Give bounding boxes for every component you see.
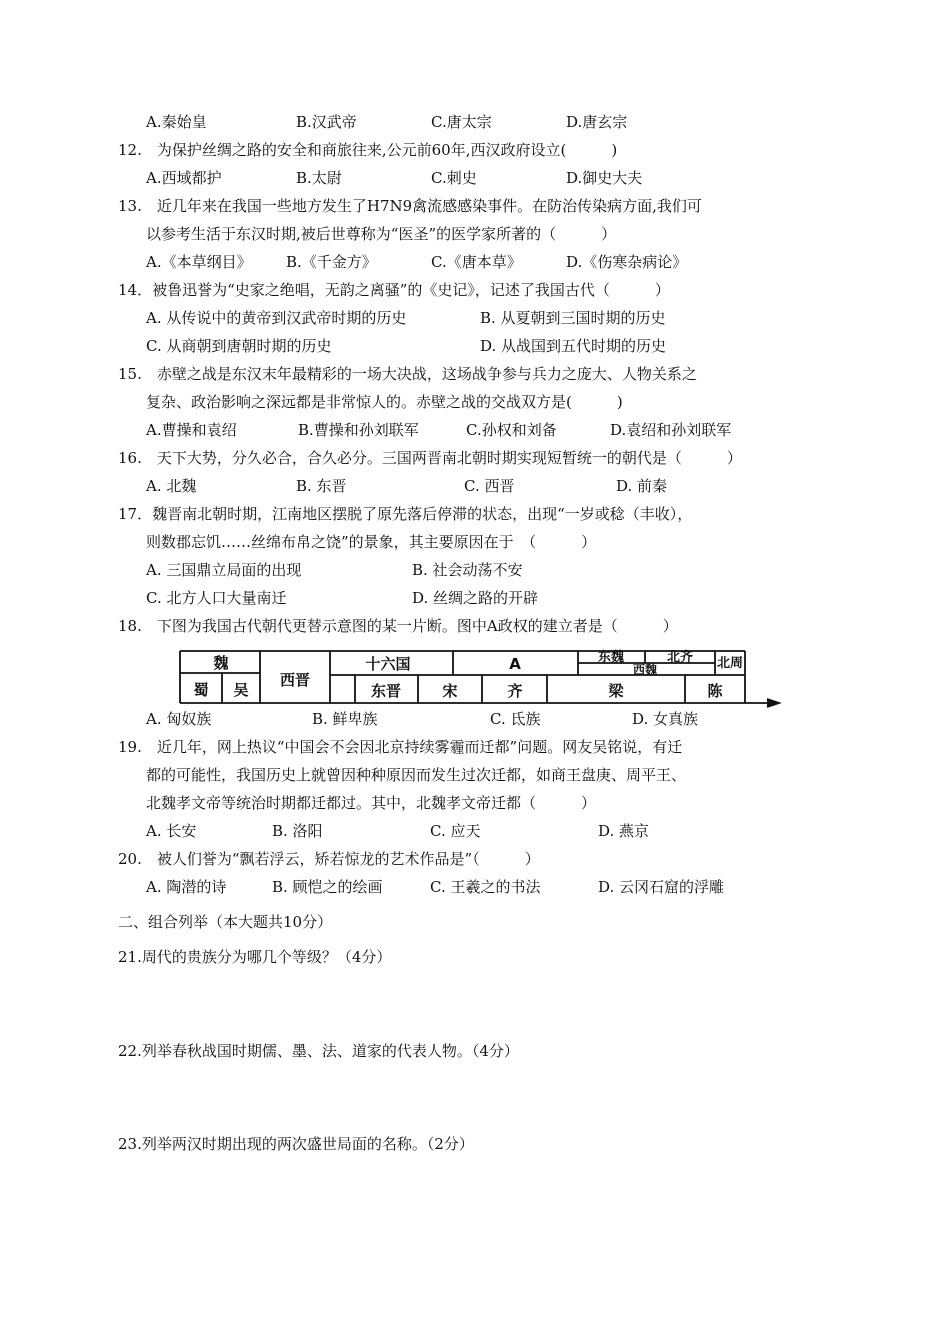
q20-options (146, 873, 786, 901)
q13-options (146, 248, 786, 276)
timeline-dongwei: 东魏 (597, 650, 625, 665)
q11-option-c[interactable]: C.唐太宗 (431, 113, 492, 131)
q13-stem (118, 192, 798, 248)
q11-option-a[interactable]: A.秦始皇 (146, 113, 207, 131)
q19-option-c[interactable]: C. 应天 (430, 822, 481, 840)
q16-options (146, 472, 786, 500)
q18-option-b[interactable]: B. 鲜卑族 (312, 710, 378, 728)
q13-option-c[interactable]: C.《唐本草》 (431, 253, 522, 271)
q15-line-1: 15. 赤壁之战是东汉末年最精彩的一场大决战，这场战争参与兵力之庞大、人物关系之 (118, 365, 697, 383)
q14-options-row1 (146, 304, 786, 332)
q23-prompt: 23.列举两汉时期出现的两次盛世局面的名称。（2分） (118, 1135, 474, 1153)
q15-option-c[interactable]: C.孙权和刘备 (466, 421, 557, 439)
q11-option-d[interactable]: D.唐玄宗 (566, 113, 628, 131)
q22-prompt: 22.列举春秋战国时期儒、墨、法、道家的代表人物。（4分） (118, 1042, 519, 1060)
q15-option-b[interactable]: B.曹操和孙刘联军 (298, 421, 419, 439)
q16-option-b[interactable]: B. 东晋 (296, 477, 347, 495)
q13-option-a[interactable]: A.《本草纲目》 (146, 253, 252, 271)
q14-stem: 14．被鲁迅誉为“史家之绝唱，无韵之离骚”的《史记》，记述了我国古代（ ） (118, 281, 670, 299)
timeline-xiwei: 西魏 (632, 663, 658, 677)
q16-option-d[interactable]: D. 前秦 (616, 477, 668, 495)
q17-line-1: 17．魏晋南北朝时期，江南地区摆脱了原先落后停滞的状态，出现“一岁或稔（丰收）， (118, 505, 693, 523)
q12-option-a[interactable]: A.西域都护 (146, 169, 222, 187)
q12-options (146, 164, 786, 192)
q17-option-d[interactable]: D. 丝绸之路的开辟 (412, 589, 539, 607)
q14-options-row2 (146, 332, 786, 360)
q12-option-b[interactable]: B.太尉 (296, 169, 342, 187)
q13-line-2: 以参考生活于东汉时期,被后世尊称为“医圣”的医学家所著的（ ） (146, 225, 617, 243)
q18-options (146, 705, 786, 733)
timeline-beiqi: 北齐 (666, 650, 694, 665)
timeline-shiliuguo: 十六国 (365, 655, 411, 673)
q16-option-a[interactable]: A. 北魏 (146, 477, 197, 495)
q15-options (146, 416, 786, 444)
section-2-title: 二、组合列举（本大题共10分） (118, 913, 333, 931)
timeline-wei: 魏 (213, 654, 229, 672)
q17-stem (118, 500, 798, 556)
q21-prompt: 21.周代的贵族分为哪几个等级？（4分） (118, 948, 392, 966)
timeline-dongjin: 东晋 (370, 682, 402, 700)
q18-option-c[interactable]: C. 氐族 (490, 710, 541, 728)
q14-option-c[interactable]: C. 从商朝到唐朝时期的历史 (146, 337, 332, 355)
q12-option-c[interactable]: C.刺史 (431, 169, 477, 187)
q16-option-c[interactable]: C. 西晋 (464, 477, 515, 495)
q20-stem: 20. 被人们誉为“飘若浮云，矫若惊龙的艺术作品是”（ ） (118, 850, 540, 868)
timeline-wu: 吴 (233, 681, 249, 699)
timeline-xijin: 西晋 (279, 671, 311, 689)
q18-option-d[interactable]: D. 女真族 (632, 710, 699, 728)
q15-option-a[interactable]: A.曹操和袁绍 (146, 421, 237, 439)
q17-option-c[interactable]: C. 北方人口大量南迁 (146, 589, 287, 607)
q19-stem (118, 733, 798, 817)
q17-options-row2 (146, 584, 786, 612)
q19-option-b[interactable]: B. 洛阳 (272, 822, 323, 840)
q16-stem: 16. 天下大势，分久必合，合久必分。三国两晋南北朝时期实现短暂统一的朝代是（ ） (118, 449, 742, 467)
q11-options (146, 108, 786, 136)
timeline-shu: 蜀 (193, 681, 209, 699)
q13-line-1: 13. 近几年来在我国一些地方发生了H7N9禽流感感染事件。在防治传染病方面,我们可 (118, 197, 702, 215)
timeline-chen: 陈 (707, 682, 723, 700)
q13-option-d[interactable]: D.《伤寒杂病论》 (566, 253, 688, 271)
q18-stem: 18. 下图为我国古代朝代更替示意图的某一片断。图中A政权的建立者是（ ） (118, 617, 678, 635)
q20-option-c[interactable]: C. 王羲之的书法 (430, 878, 541, 896)
q18-option-a[interactable]: A. 匈奴族 (146, 710, 212, 728)
q12-stem: 12. 为保护丝绸之路的安全和商旅往来,公元前60年,西汉政府设立( ) (118, 141, 618, 159)
q19-option-a[interactable]: A. 长安 (146, 822, 197, 840)
q17-option-b[interactable]: B. 社会动荡不安 (412, 561, 523, 579)
q17-option-a[interactable]: A. 三国鼎立局面的出现 (146, 561, 302, 579)
timeline-song: 宋 (442, 682, 458, 700)
q14-option-d[interactable]: D. 从战国到五代时期的历史 (480, 337, 667, 355)
q19-line-2: 都的可能性，我国历史上就曾因种种原因而发生过次迁都，如商王盘庚、周平王、 (146, 766, 687, 784)
q11-option-b[interactable]: B.汉武帝 (296, 113, 357, 131)
q19-options (146, 817, 786, 845)
timeline-qi: 齐 (507, 682, 523, 700)
timeline-liang: 梁 (608, 682, 624, 700)
q17-line-2: 则数郡忘饥……丝绵布帛之饶”的景象，其主要原因在于 （ ） (146, 533, 597, 551)
q20-option-d[interactable]: D. 云冈石窟的浮雕 (598, 878, 725, 896)
q12-option-d[interactable]: D.御史大夫 (566, 169, 643, 187)
q20-option-b[interactable]: B. 顾恺之的绘画 (272, 878, 383, 896)
timeline-a: A (509, 655, 521, 673)
q15-option-d[interactable]: D.袁绍和孙刘联军 (610, 421, 732, 439)
q19-option-d[interactable]: D. 燕京 (598, 822, 650, 840)
dynasty-timeline-diagram (175, 645, 790, 710)
q13-option-b[interactable]: B.《千金方》 (286, 253, 377, 271)
q14-option-b[interactable]: B. 从夏朝到三国时期的历史 (480, 309, 666, 327)
q15-stem (118, 360, 798, 416)
q15-line-2: 复杂、政治影响之深远都是非常惊人的。赤壁之战的交战双方是( ) (146, 393, 623, 411)
q19-line-1: 19. 近几年，网上热议“中国会不会因北京持续雾霾而迁都”问题。网友吴铭说，有迁 (118, 738, 683, 756)
q19-line-3: 北魏孝文帝等统治时期都迁都过。其中，北魏孝文帝迁都（ ） (146, 794, 597, 812)
q17-options-row1 (146, 556, 786, 584)
q20-option-a[interactable]: A. 陶潜的诗 (146, 878, 227, 896)
q14-option-a[interactable]: A. 从传说中的黄帝到汉武帝时期的历史 (146, 309, 407, 327)
timeline-beizhou: 北周 (716, 656, 744, 671)
